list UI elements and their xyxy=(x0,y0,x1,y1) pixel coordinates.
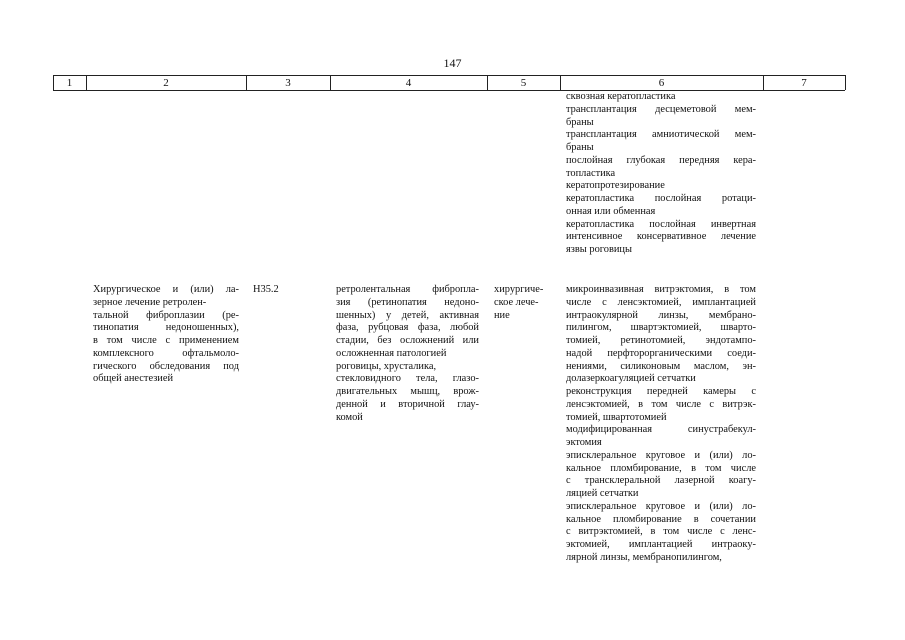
text-line: надой перфторорганическими соеди- xyxy=(566,347,756,359)
text-line: тальной фиброплазии (ре- xyxy=(93,309,239,321)
text-line: кальное пломбирование в сочетании xyxy=(566,513,756,525)
text-line: ское лече- xyxy=(494,296,539,308)
text-line: сквозная кератопластика xyxy=(566,91,676,102)
text-line: комой xyxy=(336,411,363,423)
text-line: трансплантация десцеметовой мем- xyxy=(566,103,756,115)
text-line: двигательных мышц, врож- xyxy=(336,386,479,397)
text-line: с витрэктомией, в том числе с ленс- xyxy=(566,526,756,538)
header-col-3: 3 xyxy=(285,77,291,89)
text-line: с трансклеральной лазерной коагу- xyxy=(566,475,756,487)
text-line: кератопластика послойная ротаци- xyxy=(566,193,756,204)
text-line: ние xyxy=(494,309,510,321)
text-line: трансплантация амниотической мем- xyxy=(566,129,756,141)
text-line: шенных) у детей, активная xyxy=(336,309,479,321)
text-line: общей анестезией xyxy=(93,373,174,385)
text-line: денной и вторичной глау- xyxy=(336,398,479,410)
text-line: томией, ретинотомией, эндотампо- xyxy=(566,335,756,346)
text-line: долазеркоагуляцией сетчатки xyxy=(566,373,696,385)
text-line: тинопатия недоношенных), xyxy=(93,322,239,334)
text-line: топластика xyxy=(566,167,616,179)
text-line: зерное лечение ретролен- xyxy=(93,296,207,308)
header-col-7: 7 xyxy=(801,77,807,89)
cell-patient-model xyxy=(336,284,479,424)
header-col-2: 2 xyxy=(163,77,169,89)
text-line: ленсэктомией, в том числе с витрэк- xyxy=(566,398,756,410)
text-line: хирургиче- xyxy=(494,284,544,295)
cell-treatment-methods xyxy=(566,284,756,565)
text-line: кальное пломбирование, в том числе xyxy=(566,462,756,474)
text-line: модифицированная синустрабекул- xyxy=(566,424,756,436)
text-line: в том числе с применением xyxy=(93,335,239,346)
text-line: послойная глубокая передняя кера- xyxy=(566,154,756,166)
text-line: онная или обменная xyxy=(566,205,656,217)
text-line: браны xyxy=(566,116,594,128)
text-line: лярной линзы, мембранопилингом, xyxy=(566,551,722,563)
icd-code-text: H35.2 xyxy=(253,284,279,295)
text-line: эписклеральное круговое и (или) ло- xyxy=(566,500,756,512)
header-col-4: 4 xyxy=(405,77,412,89)
text-line: фаза, рубцовая фаза, любой xyxy=(336,322,479,334)
text-line: кератопротезирование xyxy=(566,180,665,192)
text-line: стадии, без осложнений или xyxy=(336,335,479,346)
text-line: нениями, силиконовым маслом, эн- xyxy=(566,360,756,372)
cell-treatment-type xyxy=(494,284,554,322)
text-line: эктомия xyxy=(566,437,602,448)
text-line: пилингом, швартэктомией, шварто- xyxy=(566,322,756,334)
text-line: комплексного офтальмоло- xyxy=(93,347,239,359)
text-line: томией, швартотомией xyxy=(566,411,667,423)
text-line: гического обследования под xyxy=(93,360,239,372)
text-line: числе с ленсэктомией, имплантацией xyxy=(566,296,756,308)
header-col-1: 1 xyxy=(66,77,73,89)
text-line: осложненная патологией xyxy=(336,347,447,359)
text-line: стекловидного тела, глазо- xyxy=(336,373,479,385)
text-line: интенсивное консервативное лечение xyxy=(566,231,756,243)
header-col-6: 6 xyxy=(658,77,665,89)
cell-treatment-name xyxy=(93,284,239,386)
cell-icd-code xyxy=(253,284,323,297)
text-line: реконструкция передней камеры с xyxy=(566,386,756,397)
text-line: интраокулярной линзы, мембрано- xyxy=(566,309,756,321)
continued-treatment-methods xyxy=(566,91,756,257)
text-line: Хирургическое и (или) ла- xyxy=(93,284,239,295)
text-line: браны xyxy=(566,142,594,153)
page-number: 147 xyxy=(443,56,462,70)
text-line: зия (ретинопатия недоно- xyxy=(336,296,479,308)
header-divider xyxy=(845,75,846,90)
text-line: ретролентальная фибропла- xyxy=(336,284,479,295)
text-line: язвы роговицы xyxy=(566,244,632,255)
text-line: ляцией сетчатки xyxy=(566,488,639,499)
text-line: эписклеральное круговое и (или) ло- xyxy=(566,449,756,461)
text-line: микроинвазивная витрэктомия, в том xyxy=(566,284,756,295)
header-col-5: 5 xyxy=(520,77,527,89)
text-line: роговицы, хрусталика, xyxy=(336,360,437,372)
text-line: кератопластика послойная инвертная xyxy=(566,218,756,230)
text-line: эктомией, имплантацией интраоку- xyxy=(566,539,756,550)
